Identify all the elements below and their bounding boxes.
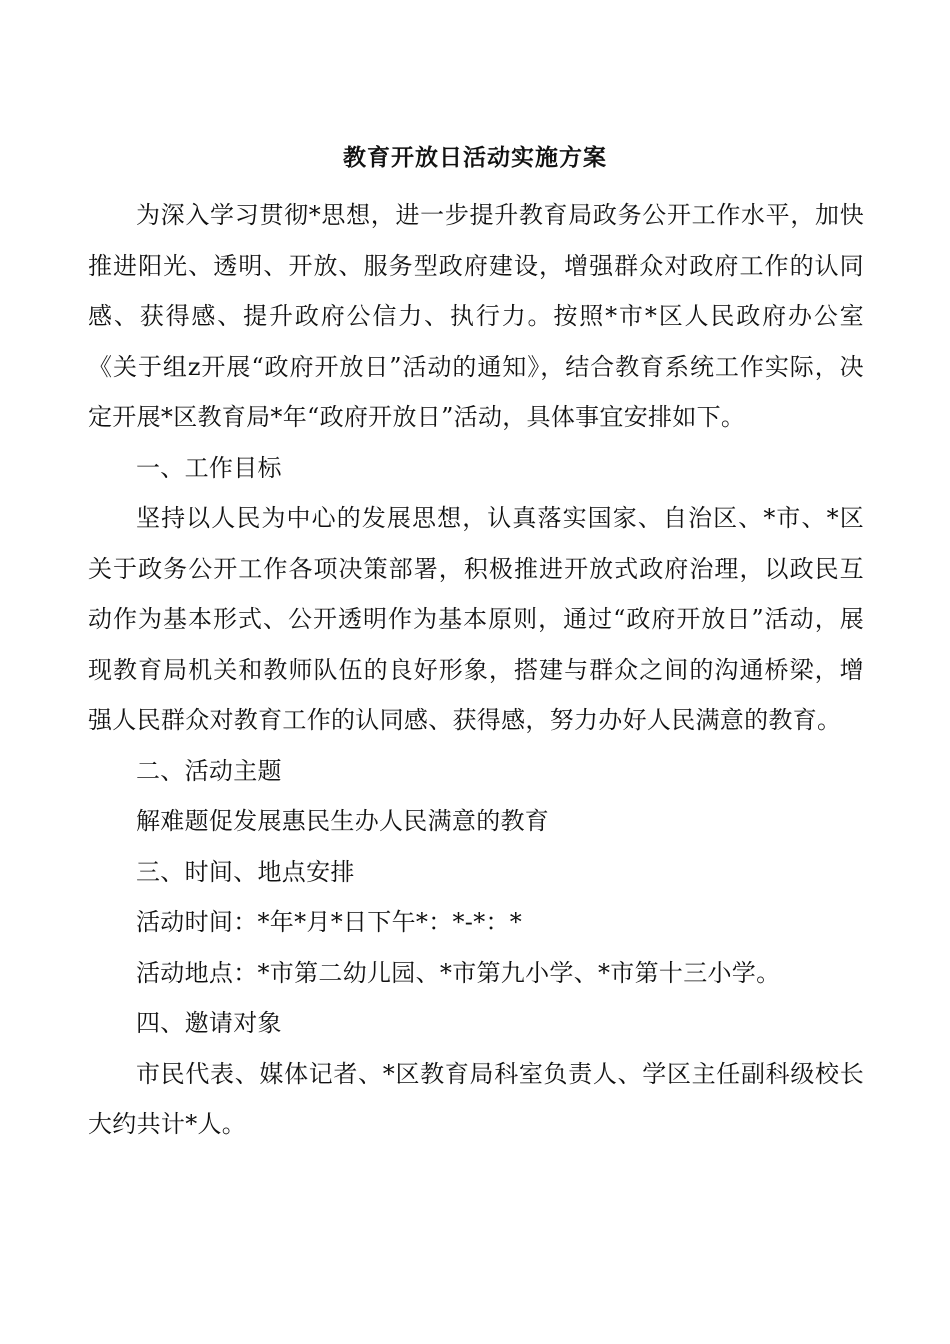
intro-paragraph: 为深入学习贯彻*思想，进一步提升教育局政务公开工作水平，加快推进阳光、透明、开放、服务型政府建设，增强群众对政府工作的认同感、获得感、提升政府公信力、执行力。按照*市*区人民政府办公室《关于组z开展“政府开放日”活动的通知》，结合教育系统工作实际，决定开展*区教育局*年“政府开放日”活动，具体事宜安排如下。 — [88, 201, 864, 431]
document-title: 教育开放日活动实施方案 — [343, 144, 607, 171]
theme-paragraph: 解难题促发展惠民生办人民满意的教育 — [136, 807, 550, 835]
section-heading-theme: 二、活动主题 — [136, 756, 282, 785]
section-heading-goals: 一、工作目标 — [136, 453, 282, 482]
section-heading-invitees: 四、邀请对象 — [136, 1009, 282, 1037]
document-body — [88, 190, 864, 1150]
invitees-paragraph: 市民代表、媒体记者、*区教育局科室负责人、学区主任副科级校长大约共计*人。 — [88, 1059, 864, 1138]
section-heading-time-place: 三、时间、地点安排 — [136, 857, 355, 886]
activity-place: 活动地点：*市第二幼儿园、*市第九小学、*市第十三小学。 — [136, 958, 781, 987]
goals-paragraph: 坚持以人民为中心的发展思想，认真落实国家、自治区、*市、*区关于政务公开工作各项决策部署，积极推进开放式政府治理，以政民互动作为基本形式、公开透明作为基本原则，通过“政府开放日”活动，展现教育局机关和教师队伍的良好形象，搭建与群众之间的沟通桥梁，增强人民群众对教育工作的认同感、获得感，努力办好人民满意的教育。 — [88, 504, 864, 734]
activity-time: 活动时间：*年*月*日下午*：*-*：* — [136, 908, 523, 936]
